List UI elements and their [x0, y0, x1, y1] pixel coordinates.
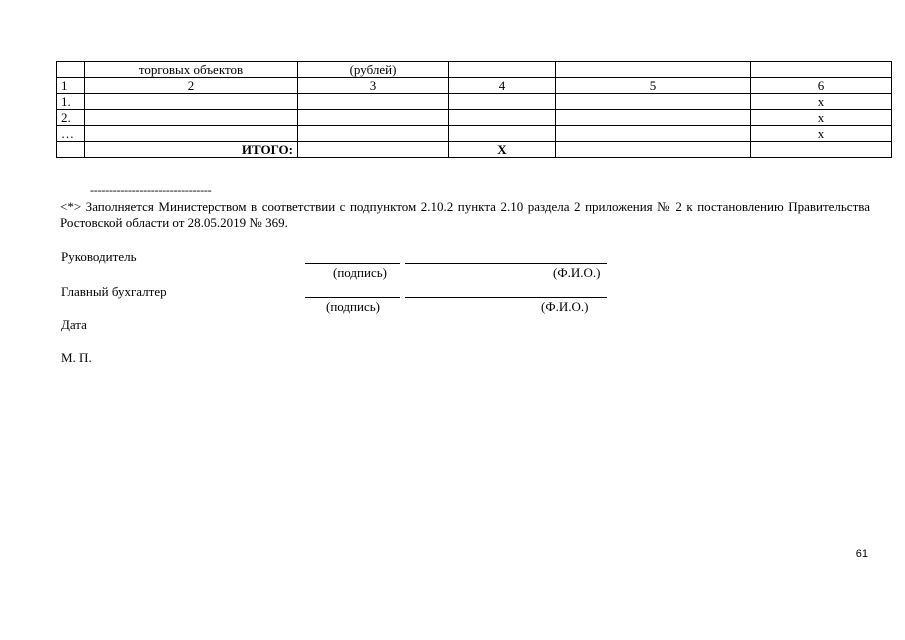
table-cell	[298, 126, 449, 142]
table-cell	[556, 126, 751, 142]
table-header-row	[57, 62, 892, 78]
table-cell	[298, 94, 449, 110]
table-cell: х	[751, 126, 892, 142]
table-cell	[85, 110, 298, 126]
table-cell	[556, 94, 751, 110]
table-row	[57, 94, 892, 110]
table-header-cell: (рублей)	[298, 62, 449, 78]
head-name-caption: (Ф.И.О.)	[553, 265, 601, 280]
column-number-cell: 5	[556, 78, 751, 94]
column-number-cell: 2	[85, 78, 298, 94]
head-name-line	[405, 263, 607, 264]
table-cell	[556, 142, 751, 158]
table-row	[57, 110, 892, 126]
table-cell: х	[751, 94, 892, 110]
table-cell	[556, 62, 751, 78]
total-mark-cell: Х	[449, 142, 556, 158]
accountant-signature-line	[305, 297, 400, 298]
table-cell	[449, 62, 556, 78]
table-total-row	[57, 142, 892, 158]
table-header-cell: торговых объектов	[85, 62, 298, 78]
head-label: Руководитель	[61, 249, 137, 264]
total-label-cell: ИТОГО:	[85, 142, 298, 158]
date-label: Дата	[61, 317, 87, 332]
table-cell: х	[751, 110, 892, 126]
table-row	[57, 126, 892, 142]
report-table	[56, 61, 892, 158]
table-cell	[751, 62, 892, 78]
accountant-name-caption: (Ф.И.О.)	[541, 299, 589, 314]
row-number-cell: 2.	[57, 110, 85, 126]
table-column-number-row	[57, 78, 892, 94]
head-signature-line	[305, 263, 400, 264]
row-number-cell: …	[57, 126, 85, 142]
table-cell	[85, 126, 298, 142]
table-cell	[57, 142, 85, 158]
table-cell	[449, 94, 556, 110]
seal-label: М. П.	[61, 350, 92, 365]
table-cell	[751, 142, 892, 158]
page-number: 61	[855, 548, 868, 560]
table-cell	[298, 110, 449, 126]
column-number-cell: 6	[751, 78, 892, 94]
table-cell	[449, 110, 556, 126]
footnote-separator: --------------------------------	[90, 183, 212, 197]
row-number-cell: 1.	[57, 94, 85, 110]
column-number-cell: 3	[298, 78, 449, 94]
table-cell	[556, 110, 751, 126]
footnote-text: <*> Заполняется Министерством в соответствии с подпунктом 2.10.2 пункта 2.10 раздела 2 приложения № 2 к постановлению Правительства Ростовской области от 28.05.2019 № 369.	[60, 199, 870, 230]
table-cell	[449, 126, 556, 142]
table-cell	[298, 142, 449, 158]
column-number-cell: 4	[449, 78, 556, 94]
accountant-signature-caption: (подпись)	[326, 299, 380, 314]
accountant-name-line	[405, 297, 607, 298]
accountant-label: Главный бухгалтер	[61, 284, 167, 299]
head-signature-caption: (подпись)	[333, 265, 387, 280]
table-cell	[85, 94, 298, 110]
table-cell	[57, 62, 85, 78]
column-number-cell: 1	[57, 78, 85, 94]
